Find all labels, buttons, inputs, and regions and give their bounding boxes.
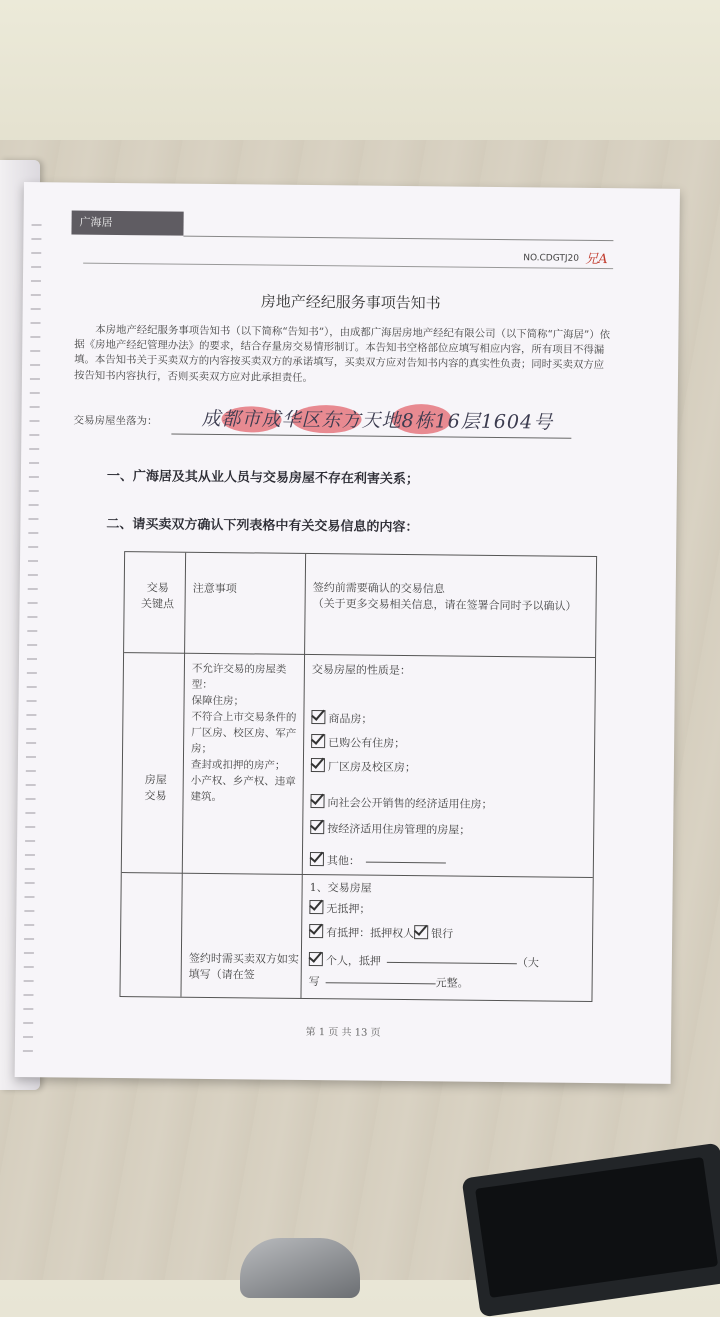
checkbox-checked-icon bbox=[309, 924, 323, 938]
binding-holes bbox=[23, 212, 42, 1052]
header-rule bbox=[183, 236, 613, 242]
transaction-table bbox=[119, 551, 597, 1002]
option-public-housing: 已购公有住房； bbox=[311, 734, 405, 752]
company-logo: 广海居 bbox=[71, 211, 183, 236]
number-rule bbox=[83, 263, 613, 270]
location-underline bbox=[171, 434, 571, 439]
document-number: NO.CDGTJ20 bbox=[523, 253, 580, 264]
option-factory-housing: 厂区房及校区房； bbox=[311, 758, 416, 776]
option-amount-line: 写 元整。 bbox=[308, 975, 469, 990]
option-mortgage-personal: 个人，抵押 （大 bbox=[309, 952, 579, 972]
header-notes: 注意事项 bbox=[192, 581, 237, 596]
row-question-nature: 交易房屋的性质是： bbox=[311, 663, 411, 678]
document-page bbox=[15, 182, 680, 1084]
checkbox-checked-icon bbox=[311, 734, 325, 748]
row-heading-mortgage: 1、交易房屋 bbox=[309, 881, 372, 895]
option-affordable-managed: 按经济适用住房管理的房屋； bbox=[310, 820, 470, 839]
intro-paragraph: 本房地产经纪服务事项告知书（以下简称“告知书”），由成都广海居房地产经纪有限公司（以下简称“广海居”）依据《房地产经纪管理办法》的要求，结合存量房交易情形制订。本告知书空格部位应填写相应内容，所有项目不得漏填。本告知书关于买卖双方的内容按买卖双方的承诺填写，买卖双方应对告知书内容的真实性负责；同时买卖双方应按告知书内容执行，否则买卖双方应对此承担责任。 bbox=[73, 323, 611, 384]
option-commercial: 商品房； bbox=[311, 710, 372, 728]
row-key-housing: 房屋 交易 bbox=[144, 773, 167, 803]
checkbox-checked-icon bbox=[310, 820, 324, 834]
section-one: 一、广海居及其从业人员与交易房屋不存在利害关系； bbox=[106, 468, 419, 488]
wall-background bbox=[0, 0, 720, 150]
option-no-mortgage: 无抵押； bbox=[309, 900, 370, 918]
checkbox-checked-icon bbox=[310, 794, 324, 808]
header-confirm-info: 签约前需要确认的交易信息 （关于更多交易相关信息，请在签署合同时予以确认） bbox=[312, 581, 577, 613]
checkbox-checked-icon bbox=[414, 925, 428, 939]
row-notes-mortgage: 签约时需买卖双方如实填写（请在签 bbox=[188, 951, 299, 982]
checkbox-checked-icon bbox=[311, 758, 325, 772]
location-handwritten: 成都市成华区东方天地8栋16层1604号 bbox=[201, 407, 554, 434]
option-mortgage-bank: 有抵押：抵押权人 银行 bbox=[309, 924, 453, 943]
option-other: 其他： bbox=[310, 852, 446, 870]
section-two: 二、请买卖双方确认下列表格中有关交易信息的内容： bbox=[106, 516, 419, 536]
computer-mouse bbox=[240, 1238, 360, 1298]
checkbox-checked-icon bbox=[311, 710, 325, 724]
location-label: 交易房屋坐落为： bbox=[73, 414, 158, 428]
document-number-handwritten: 兄A bbox=[585, 251, 608, 268]
option-affordable-public: 向社会公开销售的经济适用住房； bbox=[310, 794, 492, 813]
row-notes-housing: 不允许交易的房屋类型： 保障住房； 不符合上市交易条件的厂区房、校区房、军产房； 查封或扣押的房产； 小产权、乡产权、违章建筑。 bbox=[190, 662, 297, 804]
header-key-point: 交易 关键点 bbox=[141, 581, 175, 611]
page-footer: 第 1 页 共 13 页 bbox=[305, 1026, 381, 1039]
checkbox-checked-icon bbox=[309, 952, 323, 966]
document-title: 房地产经纪服务事项告知书 bbox=[260, 292, 441, 313]
checkbox-checked-icon bbox=[310, 852, 324, 866]
checkbox-checked-icon bbox=[309, 900, 323, 914]
